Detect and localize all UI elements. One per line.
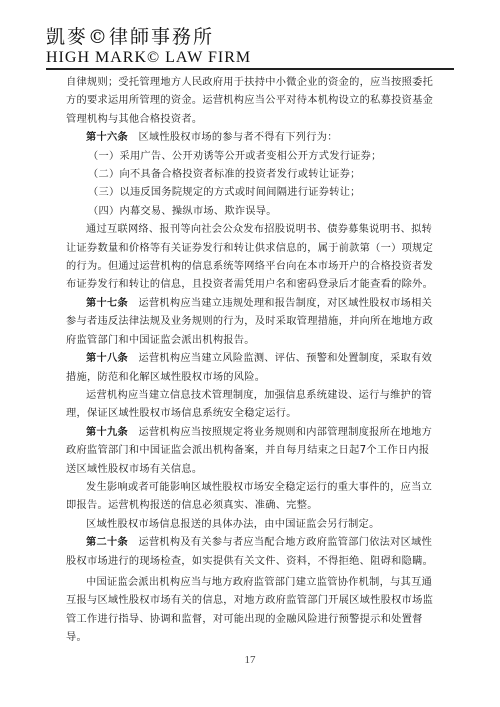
firm-logo-english: HIGH MARK© LAW FIRM [46, 49, 252, 66]
article-number: 第十七条 [86, 297, 128, 309]
article-text: 运营机构应当建立违规处理和报告制度，对区域性股权市场相关参与者违反法律法规及业务规则的行为，及时采取管理措施，并向所在地地方政府监管部门和中国证监会派出机构报告。 [66, 297, 434, 346]
document-body [66, 74, 434, 648]
list-item: （一）采用广告、公开劝诱等公开或者变相公开方式发行证券； [88, 150, 382, 162]
article-paragraph [66, 129, 434, 147]
article-paragraph [66, 534, 434, 571]
paragraph: 区域性股权市场信息报送的具体办法，由中国证监会另行制定。 [86, 518, 380, 530]
paragraph: 运营机构应当建立信息技术管理制度，加强信息系统建设、运行与维护的管理，保证区域性股权市场信息系统安全稳定运行。 [66, 389, 433, 420]
list-item: （四）内幕交易、操纵市场、欺诈误导。 [88, 205, 277, 217]
paragraph: 中国证监会派出机构应当与地方政府监管部门建立监管协作机制，与其互通互报与区域性股权市场有关的信息，对地方政府监管部门开展区域性股权市场监管工作进行指导、协调和监督，对可能出现的金融风险进行预警提示和处置督导。 [66, 576, 434, 644]
header-divider [46, 68, 454, 70]
firm-logo-chinese: 凱麥©律師事務所 [46, 26, 215, 48]
paragraph: 发生影响或者可能影响区域性股权市场安全稳定运行的重大事件的，应当立即报告。运营机构报送的信息必须真实、准确、完整。 [66, 481, 433, 512]
article-number: 第十八条 [86, 353, 128, 365]
article-text: 运营机构应当建立风险监测、评估、预警和处置制度，采取有效措施，防范和化解区域性股权市场的风险。 [66, 353, 433, 383]
list-item: （三）以违反国务院规定的方式或时间间隔进行证券转让； [88, 187, 361, 199]
page-number: 17 [244, 654, 256, 666]
article-text: 运营机构及有关参与者应当配合地方政府监管部门依法对区域性股权市场进行的现场检查，如实提供有关文件、资料，不得拒绝、阻碍和隐瞒。 [66, 537, 434, 567]
letterhead [46, 26, 454, 67]
list-item: （二）向不具备合格投资者标准的投资者发行或转让证券； [88, 169, 361, 181]
article-paragraph [66, 295, 434, 350]
article-paragraph [66, 350, 434, 387]
article-paragraph [66, 424, 434, 479]
article-number: 第十六条 [86, 132, 128, 144]
article-number: 第十九条 [86, 426, 128, 438]
paragraph: 通过互联网络、报刊等向社会公众发布招股说明书、债券募集说明书、拟转让证券数量和价格等有关证券发行和转让供求信息的，属于前款第（一）项规定的行为。但通过运营机构的信息系统等网络平台向在本市场开户的合格投资者发布证券发行和转让的信息，且投资者需凭用户名和密码登录后才能查看的除外。 [66, 224, 434, 291]
continued-paragraph: 自律规则；受托管理地方人民政府用于扶持中小微企业的资金的，应当按照委托方的要求运用所管理的资金。运营机构应当公平对待本机构设立的私募投资基金管理机构与其他合格投资者。 [66, 77, 434, 125]
article-text: 区域性股权市场的参与者不得有下列行为： [138, 132, 338, 144]
article-number: 第二十条 [86, 537, 128, 549]
article-text: 运营机构应当按照规定将业务规则和内部管理制度报所在地地方政府监管部门和中国证监会派出机构备案，并自每月结束之日起7个工作日内报送区域性股权市场有关信息。 [66, 426, 433, 475]
